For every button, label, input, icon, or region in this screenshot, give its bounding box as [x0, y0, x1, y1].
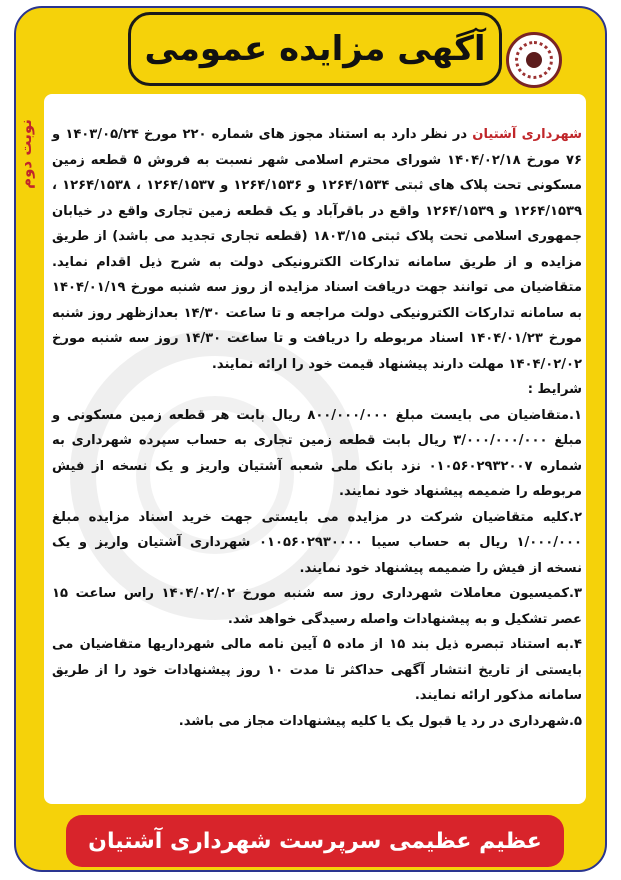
conditions-title: شرایط : [527, 382, 582, 397]
seal-core [526, 52, 542, 68]
signature-text: عظیم عظیمی سرپرست شهرداری آشتیان [88, 828, 542, 854]
condition-item: ۵.شهرداری در رد یا قبول یک یا کلیه پیشنهادات مجاز می باشد. [178, 713, 582, 729]
municipality-seal-icon [506, 32, 562, 88]
signature-banner [66, 815, 564, 867]
intro-paragraph [52, 122, 582, 377]
condition-item: ۲.کلیه متقاضیان شرکت در مزایده می بایستی جهت خرید اسناد مزایده مبلغ ۱/۰۰۰/۰۰۰ ریال به حساب سیبا ۰۱۰۵۶۰۲۹۳۰۰۰۰ شهرداری آشتیان واریز و یک نسخه از فیش را ضمیمه پیشنهاد خود نمایند. [52, 509, 583, 576]
edition-label-text: نوبت دوم [17, 119, 36, 189]
page-title: آگهی مزایده عمومی [144, 29, 486, 69]
intro-text: در نظر دارد به استناد مجوز های شماره ۲۲۰ مورخ ۱۴۰۳/۰۵/۲۴ و ۷۶ مورخ ۱۴۰۴/۰۲/۱۸ شورای محترم اسلامی شهر نسبت به فروش ۵ قطعه زمین مسکونی تحت پلاک های ثبتی ۱۲۶۴/۱۵۳۴ و ۱۲۶۴/۱۵۳۶ و ۱۲۶۴/۱۵۳۷ ، ۱۲۶۴/۱۵۳۸ ، ۱۲۶۴/۱۵۳۹ و ۱۲۶۴/۱۵۳۹ واقع در باقرآباد و یک قطعه زمین تجاری واقع در خیابان جمهوری اسلامی تحت پلاک ثبتی ۱۸۰۳/۱۵ (قطعه تجاری تجدید می باشد) از طریق مزایده و از طریق سامانه تدارکات الکترونیکی دولت به شرح ذیل اقدام نماید. متقاضیان می توانند جهت دریافت اسناد مزایده از روز سه شنبه مورخ ۱۴۰۴/۰۱/۱۹ به سامانه تدارکات الکترونیکی دولت مراجعه و تا ساعت ۱۴/۳۰ بعدازظهر روز شنبه مورخ ۱۴۰۴/۰۱/۲۳ اسناد مربوطه را دریافت و تا ساعت ۱۴/۳۰ روز سه شنبه مورخ ۱۴۰۴/۰۲/۰۲ مهلت دارند پیشنهاد قیمت خود را ارائه نمایند. [52, 127, 582, 372]
title-banner [128, 12, 502, 86]
condition-item: ۱.متقاضیان می بایست مبلغ ۸۰۰/۰۰۰/۰۰۰ ریال بابت هر قطعه زمین مسکونی و مبلغ ۳/۰۰۰/۰۰۰/۰۰۰ ریال بابت قطعه زمین تجاری به حساب سپرده شهرداری به شماره ۰۱۰۵۶۰۲۹۳۲۰۰۷ نزد بانک ملی شعبه آشتیان واریز و یک نسخه از فیش مربوطه را ضمیمه پیشنهاد خود نمایند. [52, 407, 583, 499]
edition-label [10, 96, 42, 212]
condition-item: ۳.کمیسیون معاملات شهرداری روز سه شنبه مورخ ۱۴۰۴/۰۲/۰۲ راس ساعت ۱۵ عصر تشکیل و به پیشنهادات واصله رسیدگی خواهد شد. [52, 586, 582, 627]
organization-name: شهرداری آشتیان [472, 127, 582, 142]
notice-content [52, 122, 582, 798]
condition-item: ۴.به استناد تبصره ذیل بند ۱۵ از ماده ۵ آیین نامه مالی شهرداریها متقاضیان می بایستی از تاریخ انتشار آگهی حداکثر تا مدت ۱۰ روز پیشنهادات خود را از طریق سامانه مذکور ارائه نمایند. [52, 637, 582, 703]
